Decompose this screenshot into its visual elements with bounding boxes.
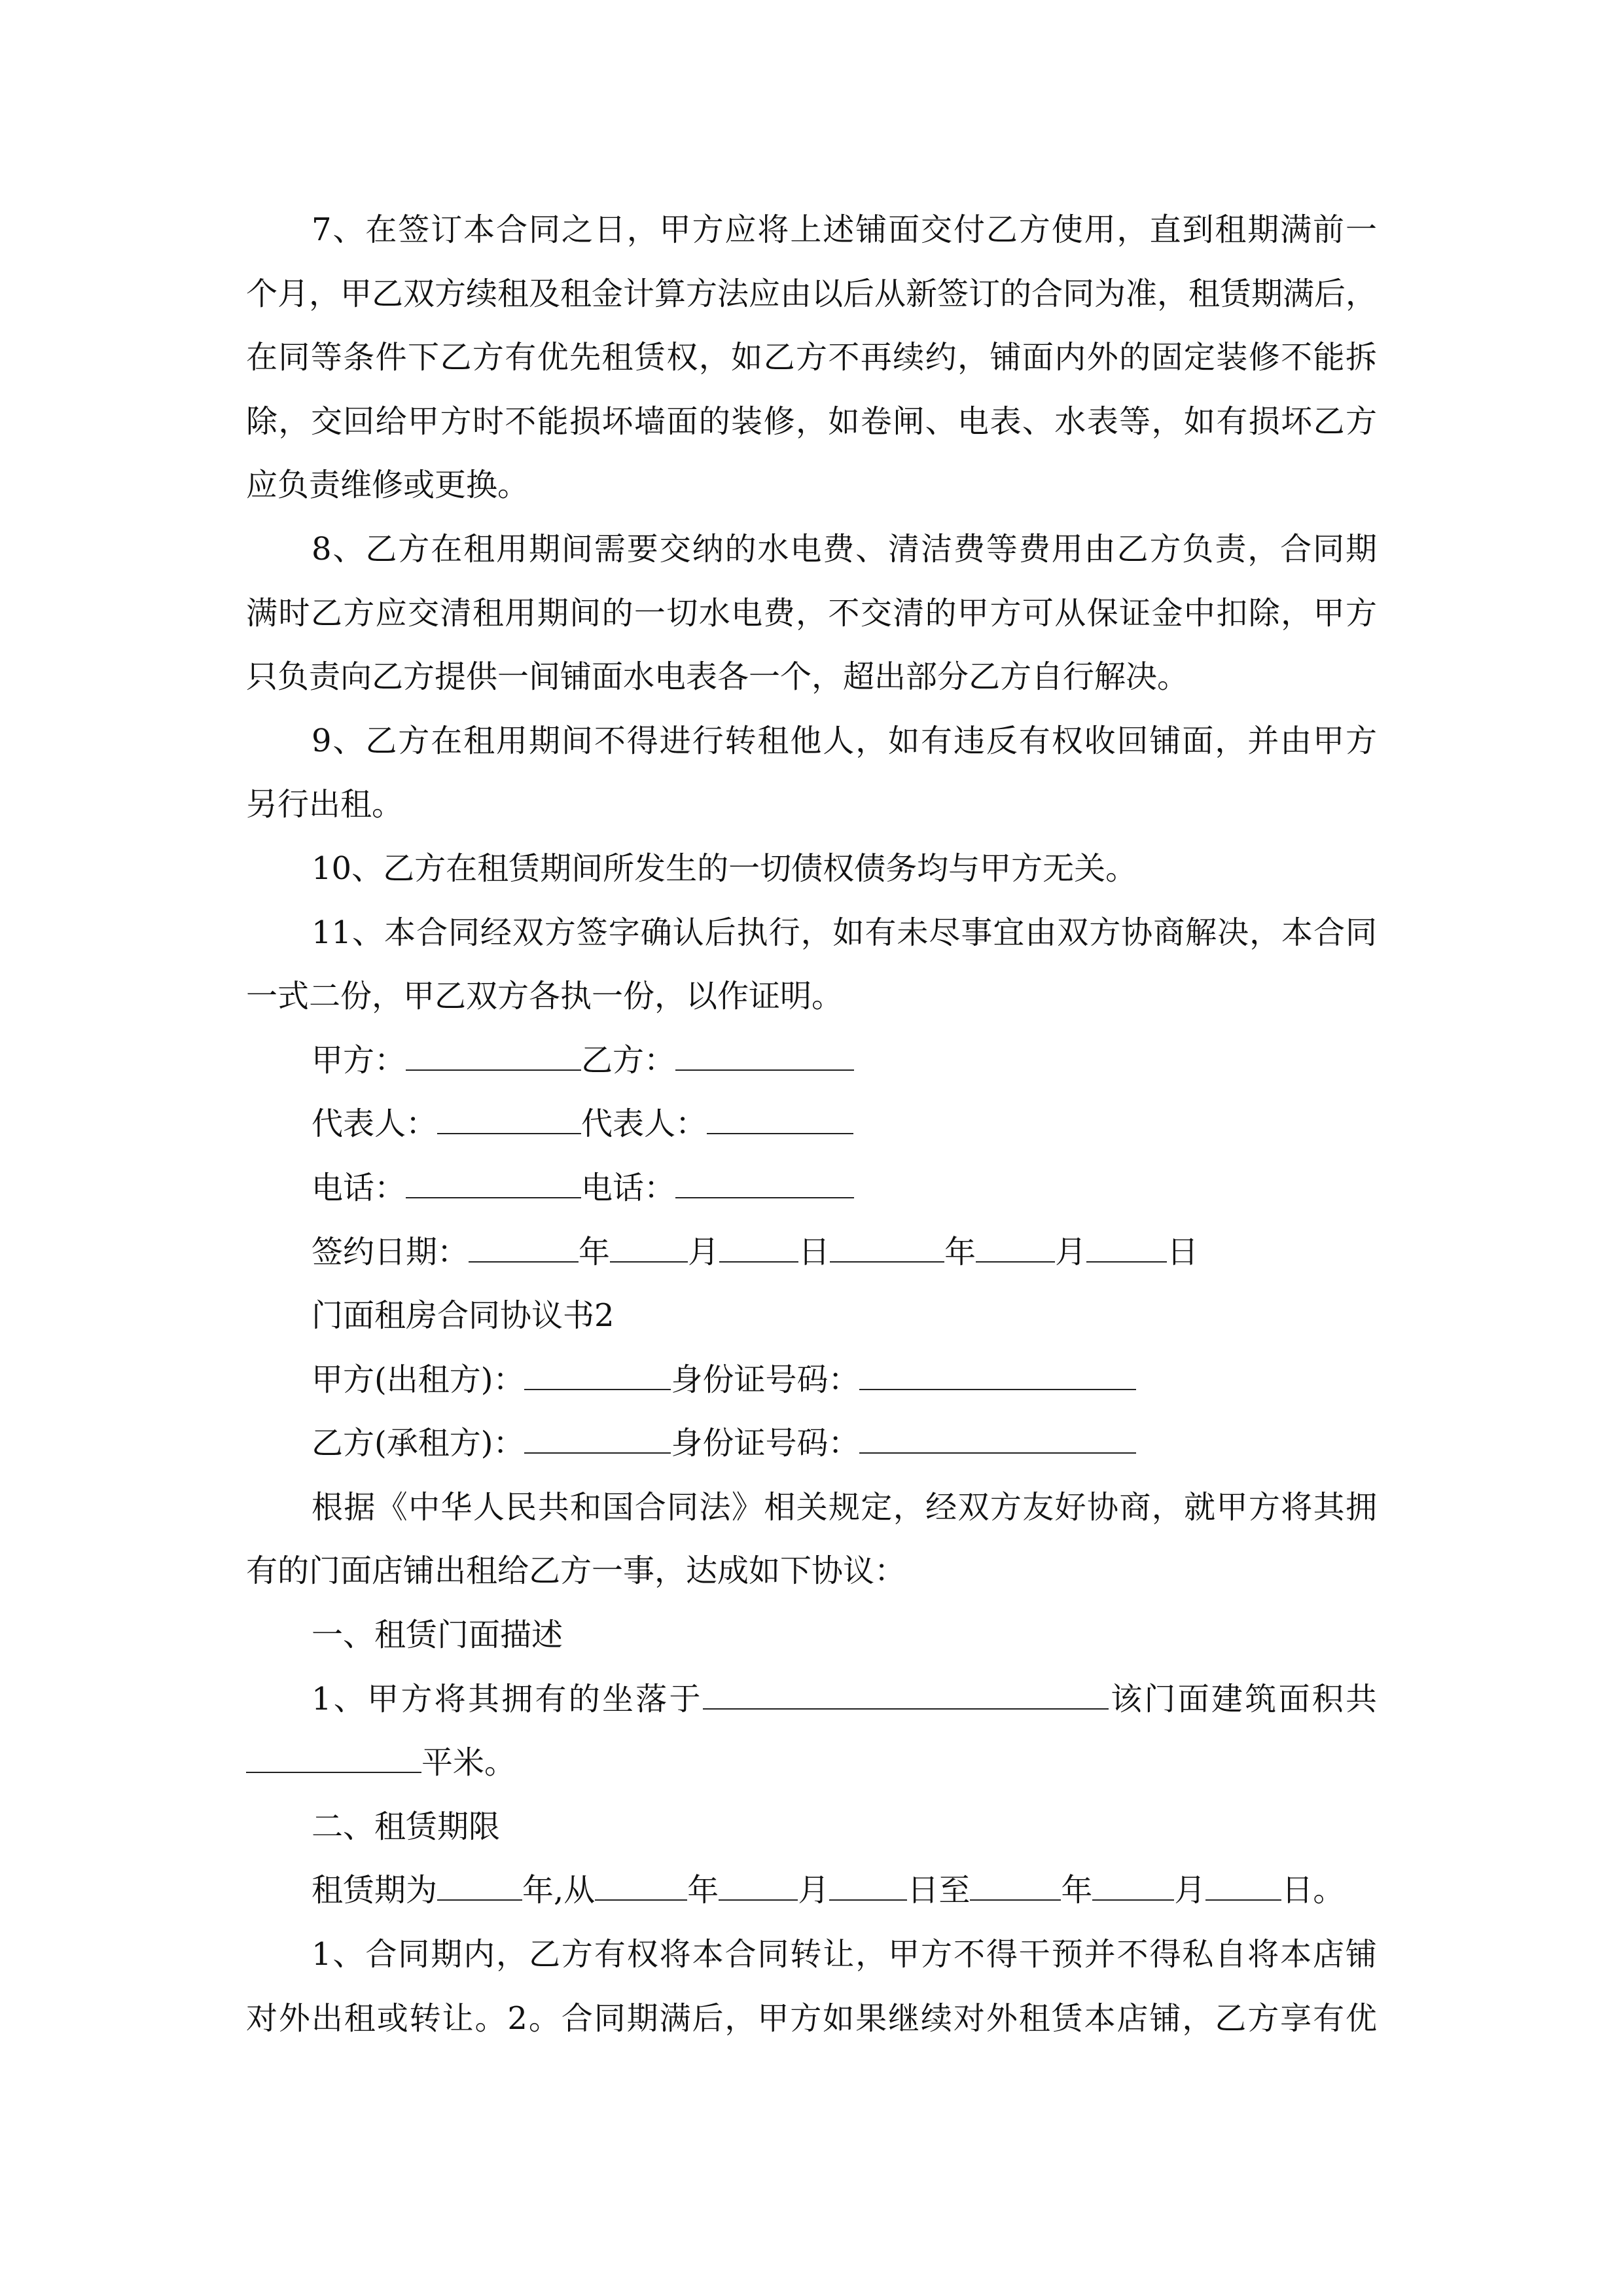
text-segment: 月 xyxy=(1174,1872,1206,1909)
end-month-blank[interactable] xyxy=(1092,1880,1174,1901)
text-segment: 1、甲方将其拥有的坐落于 xyxy=(312,1680,703,1717)
signature-date-row xyxy=(246,1221,1377,1285)
area-row xyxy=(246,1731,1377,1795)
year-blank[interactable] xyxy=(830,1242,944,1263)
text-line: 应负责维修或更换。 xyxy=(246,467,529,504)
text-segment: 年 xyxy=(1061,1872,1093,1909)
start-month-blank[interactable] xyxy=(719,1880,798,1901)
term-clause-1 xyxy=(246,1923,1377,2051)
text-line: 9、乙方在租用期间不得进行转租他人，如有违反有权收回铺面，并由甲方 xyxy=(312,722,1377,759)
day-label: 日 xyxy=(798,1233,830,1270)
tel-b-label: 电话： xyxy=(581,1169,676,1206)
clause-7 xyxy=(246,198,1377,518)
text-line: 7、在签订本合同之日，甲方应将上述铺面交付乙方使用，直到租期满前一 xyxy=(312,211,1377,248)
signature-party-row xyxy=(246,1029,1377,1093)
day-blank[interactable] xyxy=(719,1242,798,1263)
rep-b-blank[interactable] xyxy=(707,1113,853,1134)
text-line: 只负责向乙方提供一间铺面水电表各一个，超出部分乙方自行解决。 xyxy=(246,658,1189,696)
lessor-blank[interactable] xyxy=(524,1369,671,1390)
lessee-blank[interactable] xyxy=(524,1433,671,1454)
year-label: 年 xyxy=(944,1233,976,1270)
clause-10: 10、乙方在租赁期间所发生的一切债权债务均与甲方无关。 xyxy=(312,850,1137,887)
rep-a-blank[interactable] xyxy=(437,1113,581,1134)
lessee-label: 乙方(承租方)： xyxy=(312,1425,525,1462)
text-line: 满时乙方应交清租用期间的一切水电费，不交清的甲方可从保证金中扣除，甲方 xyxy=(246,594,1377,632)
text-segment: 租赁期为 xyxy=(312,1872,438,1909)
text-line: 1、合同期内，乙方有权将本合同转让，甲方不得干预并不得私自将本店铺 xyxy=(312,1936,1377,1973)
section-1-heading: 一、租赁门面描述 xyxy=(312,1617,563,1654)
date-label: 签约日期： xyxy=(312,1233,469,1270)
lessor-id-blank[interactable] xyxy=(859,1369,1136,1390)
party-b-blank[interactable] xyxy=(675,1050,854,1071)
end-day-blank[interactable] xyxy=(1205,1880,1281,1901)
contract-page xyxy=(246,198,1377,2051)
tel-a-blank[interactable] xyxy=(406,1177,581,1198)
text-line: 11、本合同经双方签字确认后执行，如有未尽事宜由双方协商解决，本合同 xyxy=(312,914,1377,951)
text-line: 在同等条件下乙方有优先租赁权，如乙方不再续约，铺面内外的固定装修不能拆 xyxy=(246,339,1377,376)
text-segment: 日至 xyxy=(907,1872,971,1909)
text-line: 一式二份，甲乙双方各执一份，以作证明。 xyxy=(246,978,844,1015)
start-year-blank[interactable] xyxy=(595,1880,687,1901)
tel-b-blank[interactable] xyxy=(675,1177,854,1198)
year-label: 年 xyxy=(579,1233,611,1270)
text-segment: 年 xyxy=(687,1872,719,1909)
section-1-clause-1 xyxy=(246,1668,1377,1732)
contract-2-title: 门面租房合同协议书2 xyxy=(312,1297,615,1335)
day-blank[interactable] xyxy=(1086,1242,1167,1263)
text-segment: 月 xyxy=(798,1872,830,1909)
clause-8 xyxy=(246,518,1377,709)
party-b-label: 乙方： xyxy=(581,1041,676,1079)
signature-tel-row xyxy=(246,1157,1377,1221)
location-blank[interactable] xyxy=(703,1689,1109,1710)
id-label: 身份证号码： xyxy=(671,1361,860,1398)
text-line: 8、乙方在租用期间需要交纳的水电费、清洁费等费用由乙方负责，合同期 xyxy=(312,530,1377,567)
years-blank[interactable] xyxy=(437,1880,522,1901)
clause-9 xyxy=(246,709,1377,837)
day-label: 日 xyxy=(1167,1233,1199,1270)
text-segment: 平米。 xyxy=(421,1744,516,1782)
section-2-heading: 二、租赁期限 xyxy=(312,1808,501,1845)
month-label: 月 xyxy=(1055,1233,1087,1270)
rep-b-label: 代表人： xyxy=(581,1105,707,1143)
area-blank[interactable] xyxy=(246,1752,421,1773)
year-blank[interactable] xyxy=(469,1242,579,1263)
party-a-label: 甲方： xyxy=(312,1041,406,1079)
text-segment: 年,从 xyxy=(522,1872,596,1909)
start-day-blank[interactable] xyxy=(829,1880,907,1901)
month-blank[interactable] xyxy=(976,1242,1055,1263)
text-segment: 日。 xyxy=(1281,1872,1345,1909)
text-line: 另行出租。 xyxy=(246,786,404,823)
lessee-row xyxy=(246,1412,1377,1476)
end-year-blank[interactable] xyxy=(970,1880,1061,1901)
tel-a-label: 电话： xyxy=(312,1169,406,1206)
lessor-row xyxy=(246,1348,1377,1412)
id-label: 身份证号码： xyxy=(671,1425,860,1462)
lessor-label: 甲方(出租方)： xyxy=(312,1361,525,1398)
text-line: 有的门面店铺出租给乙方一事，达成如下协议： xyxy=(246,1552,906,1590)
text-line: 个月，甲乙双方续租及租金计算方法应由以后从新签订的合同为准，租赁期满后， xyxy=(246,275,1378,312)
intro-paragraph xyxy=(246,1476,1377,1604)
month-blank[interactable] xyxy=(610,1242,688,1263)
month-label: 月 xyxy=(688,1233,720,1270)
rep-a-label: 代表人： xyxy=(312,1105,438,1143)
lease-term-row xyxy=(246,1859,1377,1923)
text-line: 除，交回给甲方时不能损坏墙面的装修，如卷闸、电表、水表等，如有损坏乙方 xyxy=(246,403,1377,440)
text-line: 对外出租或转让。2。合同期满后，甲方如果继续对外租赁本店铺，乙方享有优 xyxy=(246,2000,1377,2037)
text-line: 根据《中华人民共和国合同法》相关规定，经双方友好协商，就甲方将其拥 xyxy=(312,1488,1377,1526)
clause-11 xyxy=(246,901,1377,1029)
signature-rep-row xyxy=(246,1092,1377,1157)
lessee-id-blank[interactable] xyxy=(859,1433,1136,1454)
party-a-blank[interactable] xyxy=(406,1050,581,1071)
text-segment: 该门面建筑面积共 xyxy=(1108,1680,1377,1717)
